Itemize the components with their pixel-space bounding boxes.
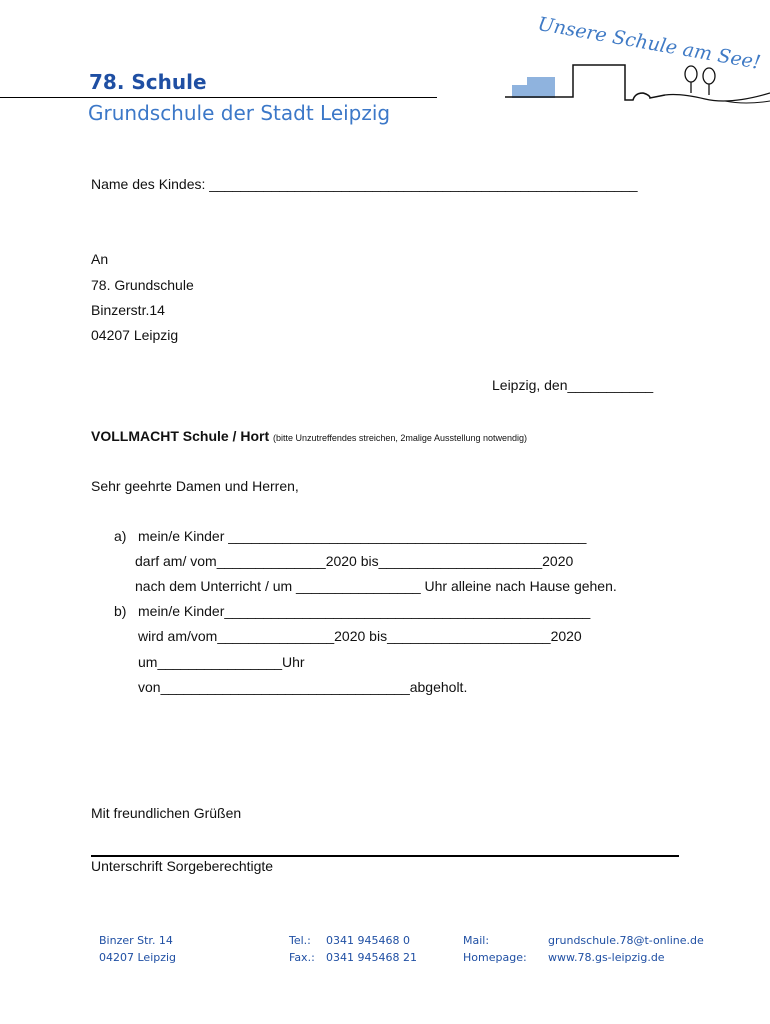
form-title-text: VOLLMACHT Schule / Hort	[91, 428, 270, 444]
closing: Mit freundlichen Grüßen	[91, 805, 242, 821]
form-title	[91, 428, 527, 447]
option-a-marker: a)	[114, 528, 127, 544]
footer-address-city: 04207 Leipzig	[99, 951, 177, 964]
option-a-date-field[interactable]: darf am/ vom______________2020 bis_____________________2020	[135, 553, 574, 569]
footer-mail-label: Mail:	[463, 934, 490, 947]
option-a-children-field[interactable]: mein/e Kinder ______________________________________________	[138, 528, 587, 544]
recipient-line-1: An	[91, 251, 109, 267]
date-field[interactable]: Leipzig, den___________	[492, 377, 654, 393]
option-a-time-field[interactable]: nach dem Unterricht / um ________________ Uhr alleine nach Hause gehen.	[135, 578, 617, 594]
school-slogan: Unsere Schule am See!	[536, 13, 763, 74]
school-subtitle: Grundschule der Stadt Leipzig	[88, 101, 391, 125]
footer-tel-value: 0341 945468 0	[326, 934, 410, 947]
school-logo-drawing	[505, 55, 770, 115]
logo-lake-line	[665, 93, 770, 101]
footer-homepage-label: Homepage:	[463, 951, 527, 964]
option-b-children-field[interactable]: mein/e Kinder_______________________________________________	[138, 603, 591, 619]
signature-line[interactable]	[91, 855, 679, 857]
logo-tree-icon	[685, 66, 697, 82]
footer-fax-label: Fax.:	[289, 951, 315, 964]
option-b-marker: b)	[114, 603, 127, 619]
option-b-pickup-field[interactable]: von________________________________abgeholt.	[138, 679, 468, 695]
footer-address-street: Binzer Str. 14	[99, 934, 173, 947]
footer-mail-link[interactable]: grundschule.78@t-online.de	[548, 934, 704, 947]
recipient-line-3: Binzerstr.14	[91, 302, 165, 318]
signature-label: Unterschrift Sorgeberechtigte	[91, 858, 274, 874]
form-title-note: (bitte Unzutreffendes streichen, 2malige Ausstellung notwendig)	[273, 433, 527, 443]
header-divider	[0, 97, 437, 98]
recipient-line-2: 78. Grundschule	[91, 277, 194, 293]
option-b-date-field[interactable]: wird am/vom_______________2020 bis_____________________2020	[138, 628, 582, 644]
footer-tel-label: Tel.:	[289, 934, 311, 947]
footer-homepage-link[interactable]: www.78.gs-leipzig.de	[548, 951, 665, 964]
salutation: Sehr geehrte Damen und Herren,	[91, 478, 299, 494]
logo-block-lower	[512, 85, 555, 98]
school-name: 78. Schule	[89, 70, 207, 94]
footer-fax-value: 0341 945468 21	[326, 951, 417, 964]
recipient-line-4: 04207 Leipzig	[91, 327, 179, 343]
child-name-field[interactable]: Name des Kindes: _______________________________________________________	[91, 176, 638, 192]
logo-tree-icon	[703, 68, 715, 84]
option-b-time-field[interactable]: um________________Uhr	[138, 654, 305, 670]
